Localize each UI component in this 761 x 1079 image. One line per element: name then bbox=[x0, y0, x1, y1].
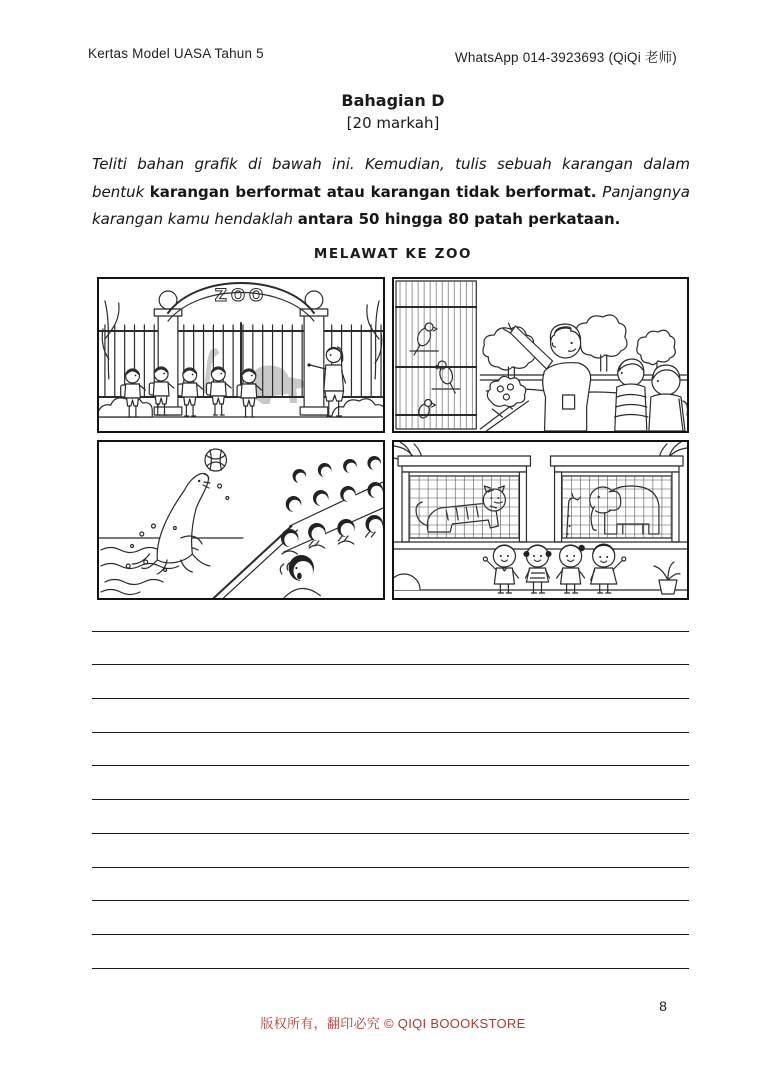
instructions-paragraph bbox=[92, 151, 690, 234]
zoo-entrance-illustration bbox=[99, 279, 383, 431]
child-girl-pigtails bbox=[523, 545, 551, 593]
aviary-illustration bbox=[394, 279, 687, 431]
writing-line bbox=[92, 901, 689, 935]
child-boy-waving bbox=[483, 545, 518, 593]
section-marks: [20 markah] bbox=[346, 114, 440, 132]
instruction-text-2: Panjangnya karangan kamu hendaklah bbox=[92, 182, 690, 228]
writing-line bbox=[92, 834, 689, 868]
instruction-bold-2: antara 50 hingga 80 patah perkataan. bbox=[297, 210, 621, 228]
header-right: WhatsApp 014-3923693 (QiQi 老师) bbox=[454, 50, 677, 65]
header-left: Kertas Model UASA Tahun 5 bbox=[88, 46, 264, 61]
seal-show-illustration bbox=[99, 442, 383, 598]
panel-seal-show bbox=[97, 440, 385, 600]
writing-line bbox=[92, 766, 689, 800]
writing-line bbox=[92, 935, 689, 969]
essay-title: MELAWAT KE ZOO bbox=[313, 246, 473, 262]
zoo-sign: ZOO bbox=[214, 284, 268, 306]
writing-line bbox=[92, 699, 689, 733]
writing-lines bbox=[92, 598, 689, 969]
entrance-arch bbox=[168, 283, 314, 321]
page-number: 8 bbox=[659, 998, 667, 1014]
audience bbox=[280, 456, 383, 598]
tiger-cage bbox=[398, 456, 530, 542]
writing-line bbox=[92, 598, 689, 632]
pointing-boy bbox=[503, 323, 590, 431]
panel-bird-aviary bbox=[392, 277, 689, 433]
writing-line bbox=[92, 632, 689, 666]
writing-line bbox=[92, 868, 689, 902]
writing-line bbox=[92, 733, 689, 767]
children-group bbox=[483, 544, 625, 594]
front-spectator bbox=[280, 555, 320, 598]
instruction-bold-1: karangan berformat atau karangan tidak berformat. bbox=[149, 182, 603, 201]
copyright-notice: 版权所有，翻印必究 © QIQI BOOOKSTORE bbox=[260, 1016, 526, 1031]
panel-zoo-entrance bbox=[97, 277, 385, 433]
instruction-text-1: Teliti bahan grafik di bawah ini. Kemudian, tulis sebuah karangan dalam bentuk bbox=[92, 155, 690, 201]
bench-and-flowers bbox=[480, 376, 528, 431]
elephant-cage bbox=[551, 456, 683, 542]
section-title: Bahagian D bbox=[341, 91, 445, 110]
beach-ball bbox=[205, 449, 226, 471]
picture-grid bbox=[97, 277, 689, 600]
writing-line bbox=[92, 665, 689, 699]
writing-line bbox=[92, 800, 689, 834]
child-girl-ponytail bbox=[557, 545, 585, 593]
watching-kids bbox=[615, 359, 687, 431]
cages-illustration bbox=[394, 442, 687, 598]
child-girl-waving bbox=[591, 544, 626, 594]
seal bbox=[142, 473, 210, 568]
bird-cage bbox=[396, 281, 476, 429]
panel-animal-cages bbox=[392, 440, 689, 600]
